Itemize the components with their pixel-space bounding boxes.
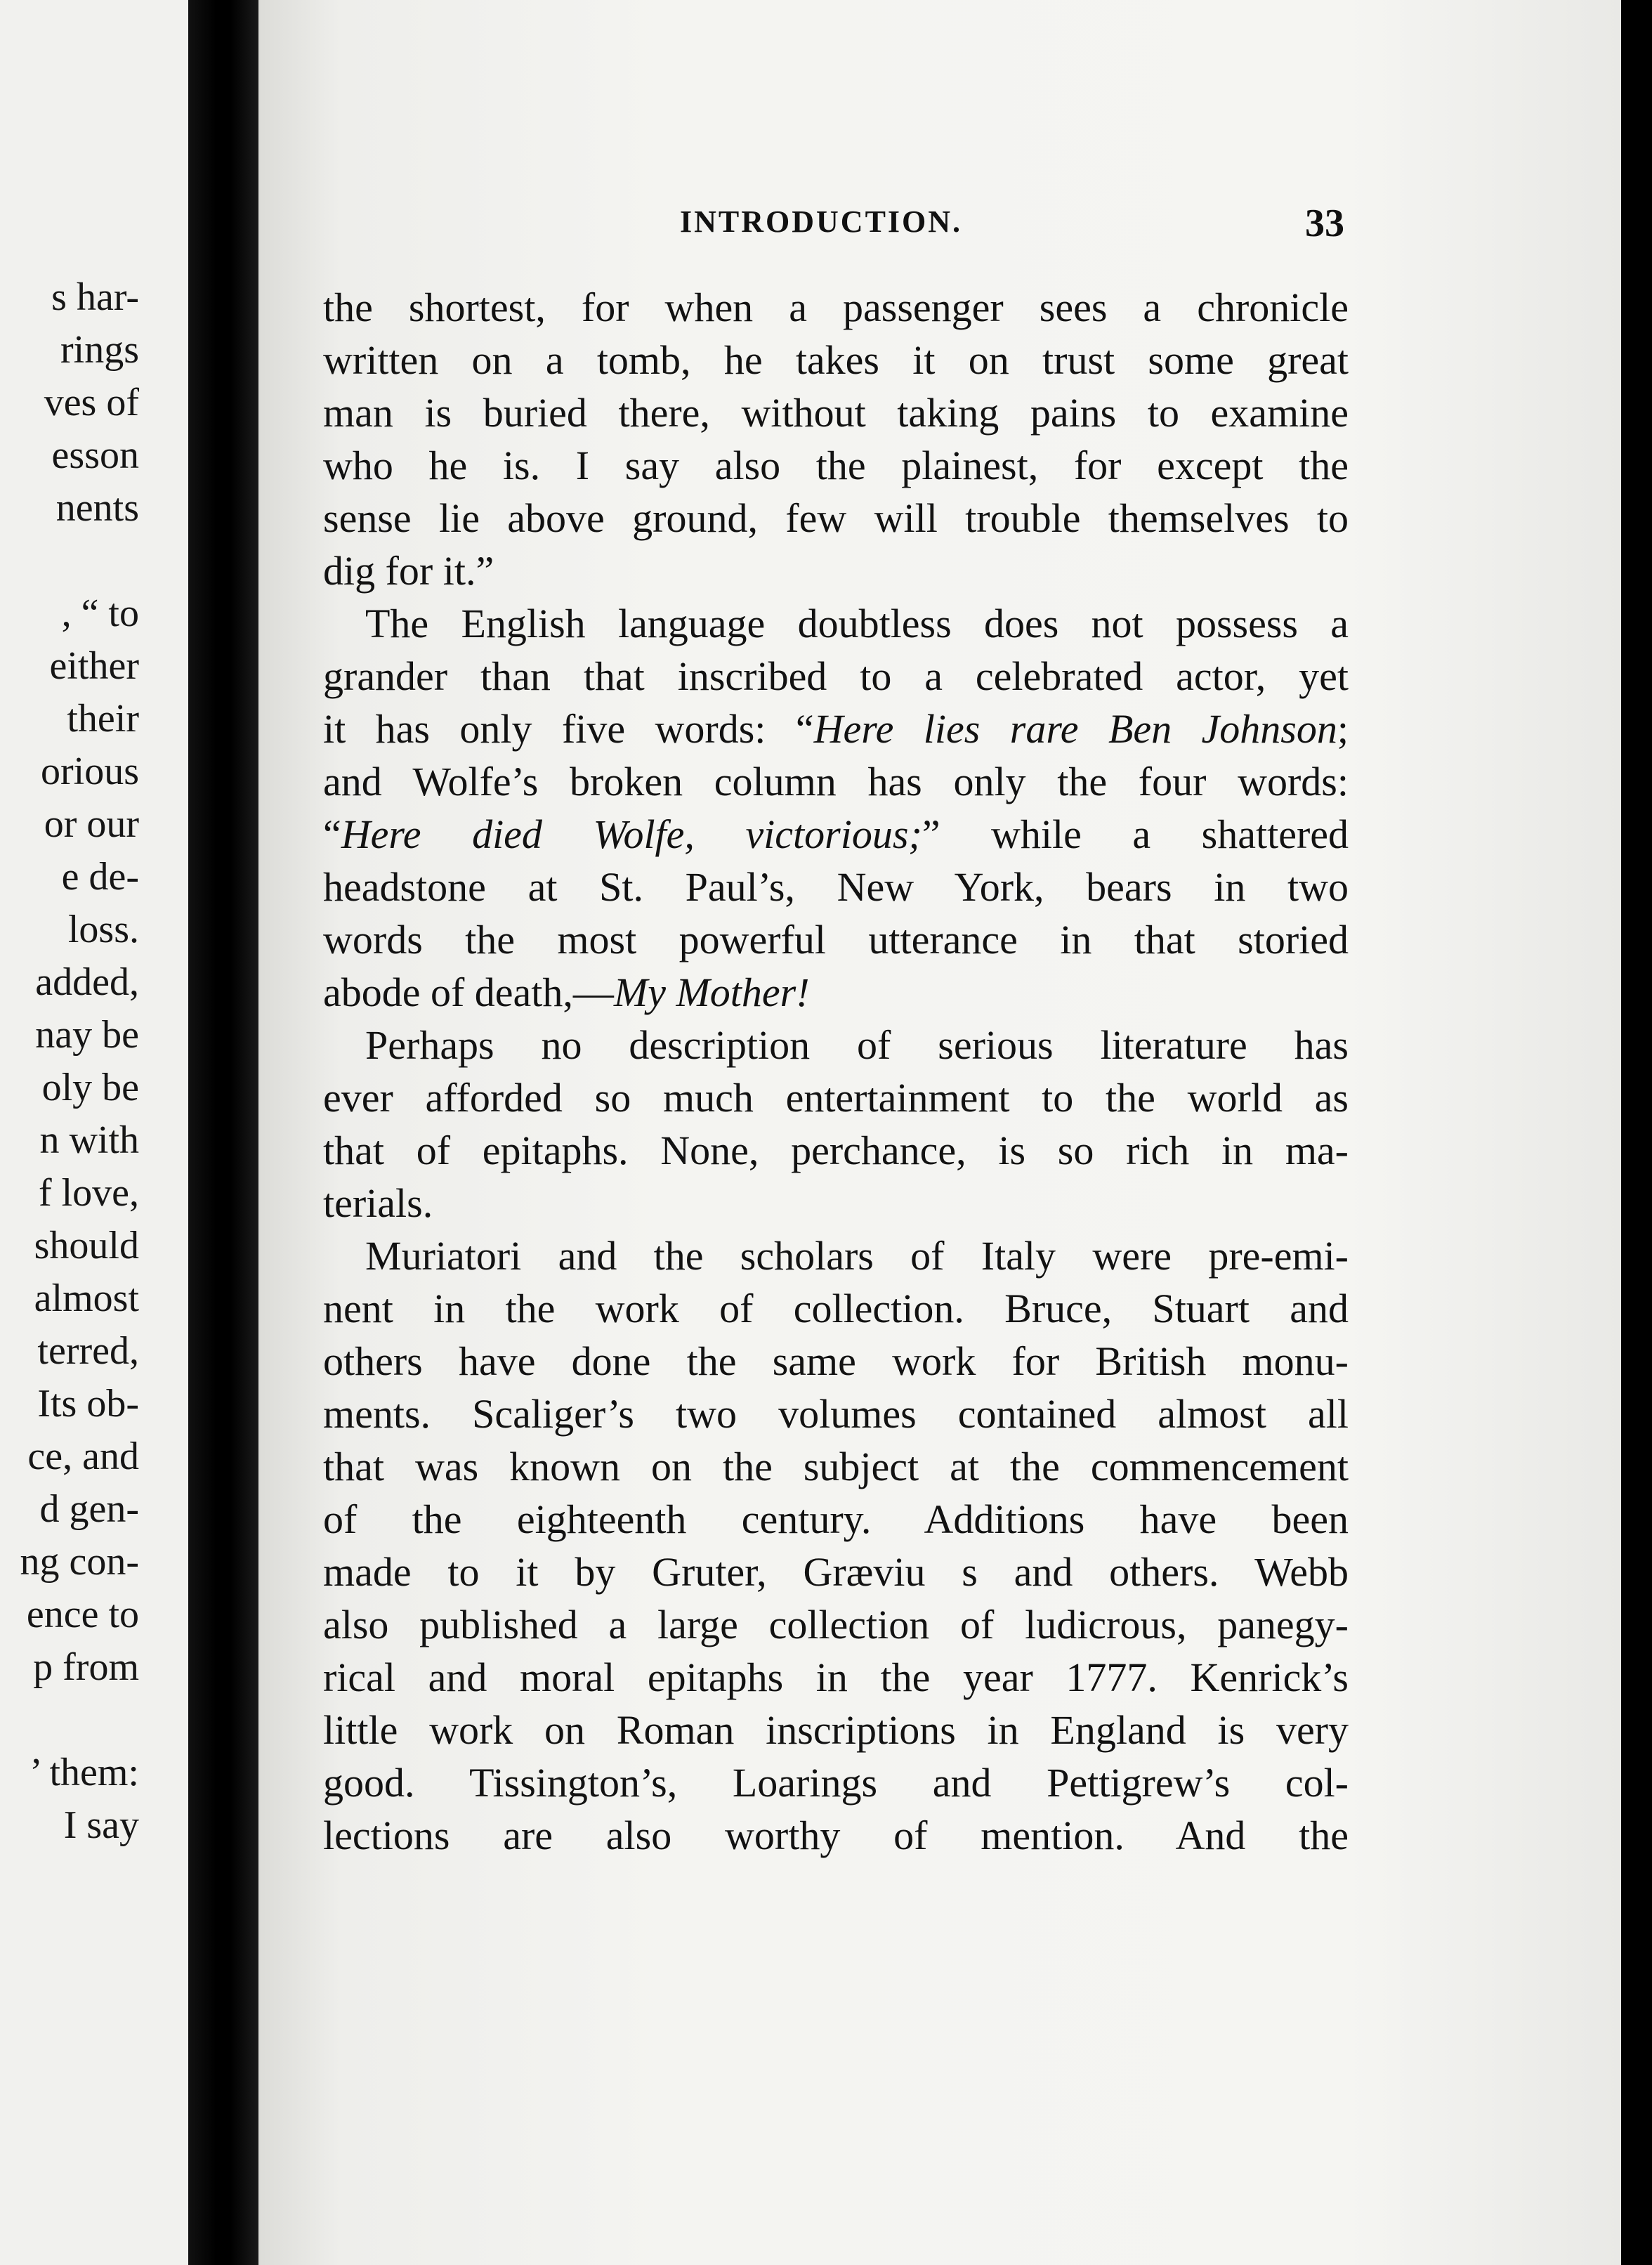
facing-page-line: d gen- bbox=[39, 1487, 139, 1531]
text-line: made to it by Gruter, Græviu s and others. Webb bbox=[323, 1549, 1349, 1595]
facing-page-line: esson bbox=[51, 433, 139, 477]
text-line: that was known on the subject at the commencement bbox=[323, 1444, 1349, 1489]
facing-page-line: should bbox=[34, 1224, 139, 1267]
epitaph-quote: My Mother! bbox=[613, 970, 810, 1015]
text-line bbox=[323, 808, 1349, 861]
text-line bbox=[323, 703, 1349, 755]
facing-page-line: n with bbox=[39, 1118, 139, 1162]
text-line: nent in the work of collection. Bruce, Stuart and bbox=[323, 1286, 1349, 1331]
text-line: little work on Roman inscriptions in England is very bbox=[323, 1707, 1349, 1753]
facing-page-line: ves of bbox=[44, 381, 139, 424]
book-page bbox=[258, 0, 1621, 2265]
facing-page-line: loss. bbox=[67, 908, 139, 951]
facing-page-line: ng con- bbox=[20, 1540, 139, 1584]
text-run: ” while a shattered bbox=[922, 811, 1349, 857]
facing-page-line: , “ to bbox=[61, 592, 139, 635]
facing-page-line: almost bbox=[34, 1277, 139, 1320]
facing-page-line: I say bbox=[63, 1803, 139, 1847]
facing-page-line: ce, and bbox=[27, 1435, 139, 1478]
facing-page-line: oly be bbox=[41, 1066, 139, 1109]
text-line: sense lie above ground, few will trouble themselves to bbox=[323, 495, 1349, 541]
text-line: the shortest, for when a passenger sees a chronicle bbox=[323, 285, 1349, 330]
facing-page-line: added, bbox=[35, 960, 139, 1004]
text-line: lections are also worthy of mention. And the bbox=[323, 1813, 1349, 1858]
facing-page-line: ence to bbox=[26, 1593, 139, 1636]
epitaph-quote: Here died Wolfe, victorious; bbox=[341, 811, 922, 857]
text-line: Perhaps no description of serious literature has bbox=[365, 1022, 1349, 1068]
text-line: grander than that inscribed to a celebrated actor, yet bbox=[323, 653, 1349, 699]
text-line: dig for it.” bbox=[323, 548, 494, 594]
facing-page-line: nents bbox=[55, 486, 139, 530]
facing-page-line: rings bbox=[60, 328, 139, 372]
text-line bbox=[323, 966, 1349, 1019]
text-line: headstone at St. Paul’s, New York, bears in two bbox=[323, 864, 1349, 910]
facing-page-fragment bbox=[0, 0, 188, 2265]
text-line: ments. Scaliger’s two volumes contained almost all bbox=[323, 1391, 1349, 1437]
page-number: 33 bbox=[1305, 202, 1344, 245]
text-line: rical and moral epitaphs in the year 1777. Kenrick’s bbox=[323, 1654, 1349, 1700]
text-run: ; bbox=[1337, 706, 1349, 752]
facing-page-line: ’ them: bbox=[29, 1751, 139, 1794]
text-line: The English language doubtless does not possess a bbox=[365, 601, 1349, 646]
facing-page-line: their bbox=[67, 697, 139, 740]
text-line: words the most powerful utterance in that storied bbox=[323, 917, 1349, 962]
text-run: abode of death,— bbox=[323, 970, 614, 1015]
text-run: it has only five words: “ bbox=[323, 706, 814, 752]
text-line: that of epitaphs. None, perchance, is so rich in ma- bbox=[323, 1128, 1349, 1173]
facing-page-line: terred, bbox=[37, 1329, 139, 1373]
facing-page-line: either bbox=[49, 644, 139, 688]
text-line: who he is. I say also the plainest, for except the bbox=[323, 443, 1349, 488]
facing-page-line: p from bbox=[33, 1645, 139, 1689]
text-line: Muriatori and the scholars of Italy were pre-emi- bbox=[365, 1233, 1349, 1279]
facing-page-line: or our bbox=[44, 802, 139, 846]
text-run: “ bbox=[323, 811, 341, 857]
text-line: terials. bbox=[323, 1180, 433, 1226]
text-line: good. Tissington’s, Loarings and Pettigrew’s col- bbox=[323, 1760, 1349, 1806]
text-line: also published a large collection of ludicrous, panegy- bbox=[323, 1602, 1349, 1647]
text-line: of the eighteenth century. Additions have been bbox=[323, 1496, 1349, 1542]
facing-page-line: s har- bbox=[51, 275, 139, 319]
text-line: and Wolfe’s broken column has only the four words: bbox=[323, 759, 1349, 804]
facing-page-line: nay be bbox=[35, 1013, 139, 1057]
epitaph-quote: Here lies rare Ben Johnson bbox=[813, 706, 1337, 752]
text-line: man is buried there, without taking pains to examine bbox=[323, 390, 1349, 436]
facing-page-line: e de- bbox=[61, 855, 139, 899]
scan-border bbox=[1621, 0, 1652, 2265]
text-line: ever afforded so much entertainment to the world as bbox=[323, 1075, 1349, 1121]
running-title: INTRODUCTION. bbox=[680, 204, 963, 239]
facing-page-line: Its ob- bbox=[37, 1382, 139, 1425]
body-text bbox=[323, 281, 1349, 1862]
facing-page-line: f love, bbox=[38, 1171, 139, 1215]
text-line: written on a tomb, he takes it on trust some great bbox=[323, 337, 1349, 383]
text-line: others have done the same work for British monu- bbox=[323, 1338, 1349, 1384]
page-gutter bbox=[188, 0, 258, 2265]
facing-page-line: orious bbox=[41, 750, 139, 793]
